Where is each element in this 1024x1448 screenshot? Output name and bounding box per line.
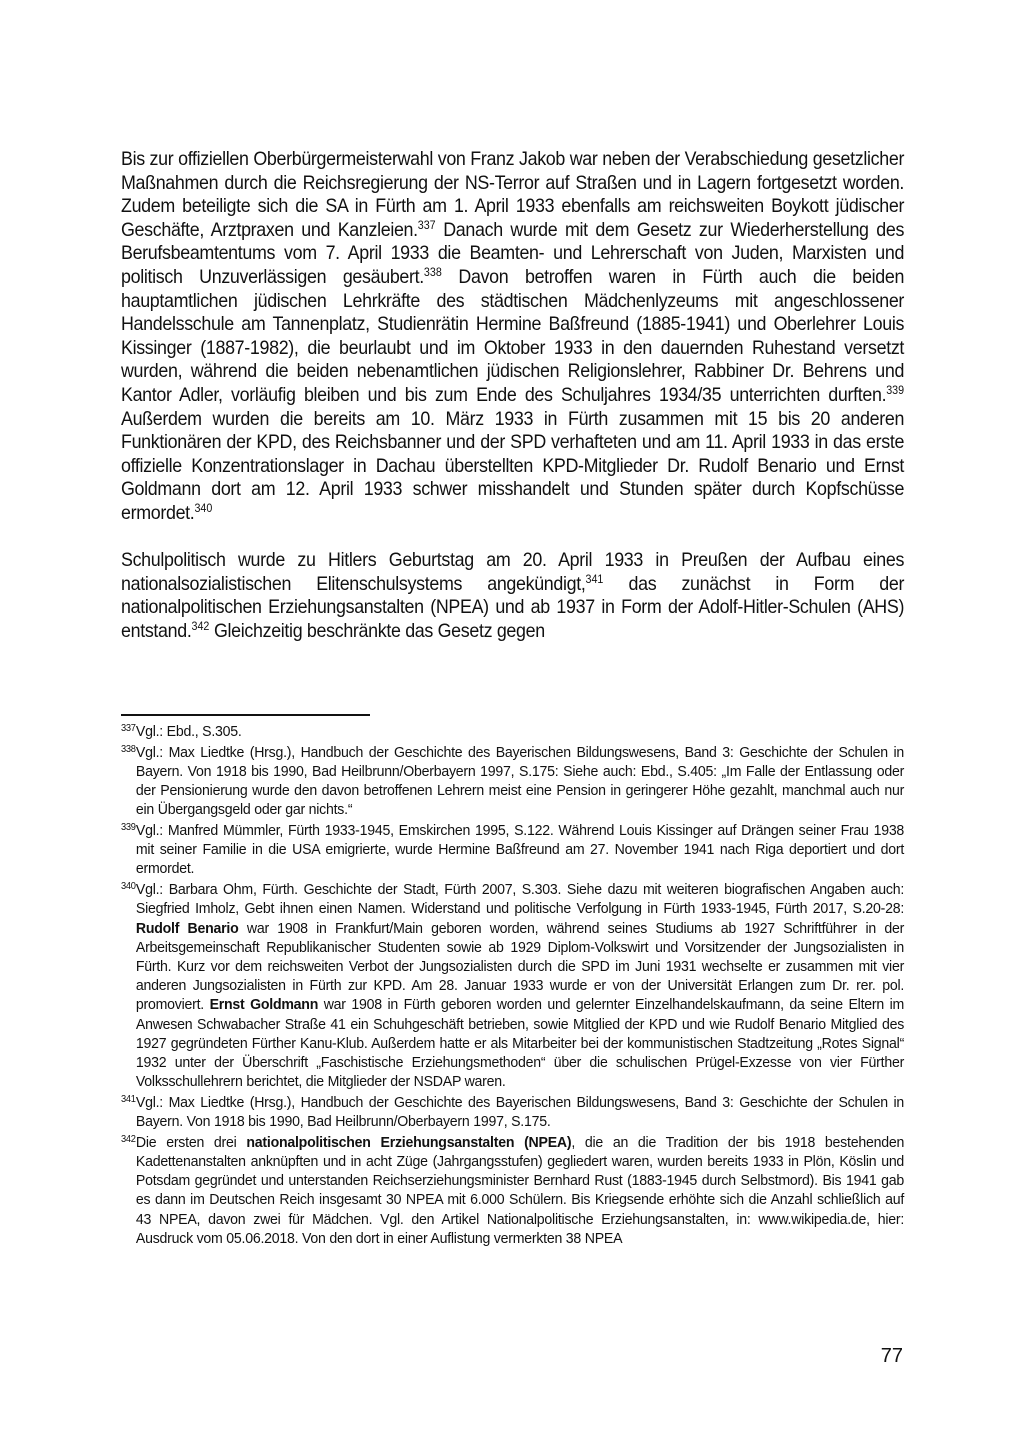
footnote — [121, 880, 904, 1091]
bold-name: nationalpolitischen Erziehungsanstalten (NPEA) — [246, 1133, 572, 1151]
footnote-number: 338 — [121, 743, 136, 755]
text-run: Vgl.: Manfred Mümmler, Fürth 1933-1945, Emskirchen 1995, S.122. Während Louis Kissinger auf Drängen seiner Frau 1938 mit seiner Familie in die USA emigrierte, wurde Hermine Baßfreund am 27. November 1941 nach Riga deportiert und dort ermordet. — [135, 822, 905, 878]
footnote-text — [136, 723, 242, 740]
footnote — [121, 722, 904, 741]
footnote — [121, 1133, 904, 1248]
text-run: Bis zur offiziellen Oberbürgermeisterwahl von Franz Jakob war neben der Verabschiedung gesetzlicher Maßnahmen durch die Reichsregierung der NS-Terror auf Straßen und in Lagern fortgesetzt worden. Zudem beteiligte sich die SA in Fürth am 1. April 1933 ebenfalls am reichsweiten Boykott jüdischer Geschäfte, Arztpraxen und Kanzleien. — [121, 149, 905, 241]
footnote-reference[interactable]: 341 — [585, 573, 604, 586]
footnote — [121, 743, 904, 820]
text-run: Außerdem wurden die bereits am 10. März 1933 in Fürth zusammen mit 15 bis 20 anderen Funktionären der KPD, des Reichsbanner und der SPD verhafteten und am 11. April 1933 in das erste offizielle Konzentrationslager in Dachau überstellten KPD-Mitglieder Dr. Rudolf Benario und Ernst Goldmann dort am 12. April 1933 schwer misshandelt und Stunden später durch Kopfschüsse ermordet. — [121, 408, 905, 524]
text-run: Gleichzeitig beschränkte das Gesetz gegen — [209, 620, 545, 642]
text-run: Danach wurde mit dem Gesetz zur Wiederherstellung des Berufsbeamtentums vom 7. April 1933 die Beamten- und Lehrerschaft von Juden, Marxisten und politisch Unzuverlässigen gesäubert. — [121, 219, 905, 288]
text-run: war 1908 in Fürth geboren worden und gelernter Einzelhandelskaufmann, da seine Eltern im Anwesen Schwabacher Straße 41 ein Schuhgeschäft betrieben, sowie Mitglied der KPD und wie Rudolf Benario Mitglied des 1927 gegründeten Fürther Kanu-Klub. Außerdem hatte er als Mitarbeiter bei der kommunistischen Stadtzeitung „Rotes Signal“ 1932 unter der Überschrift „Faschistische Erziehungsmethoden“ über die schulischen Prügel-Exzesse von vier Fürther Volksschullehrern berichtet, die Mitglieder der NSDAP waren. — [135, 996, 905, 1091]
footnote — [121, 1093, 904, 1131]
text-run: Davon betroffen waren in Fürth auch die beiden hauptamtlichen jüdischen Lehrkräfte des städtischen Mädchenlyzeums mit angeschlossener Handelsschule am Tannenplatz, Studienrätin Hermine Baßfreund (1885-1941) und Oberlehrer Louis Kissinger (1887-1982), die beurlaubt und im Oktober 1933 in den dauernden Ruhestand versetzt wurden, während die beiden nebenamtlichen jüdischen Religionslehrer, Rabbiner Dr. Behrens und Kantor Adler, vorläufig bleiben und bis zum Ende des Schuljahres 1934/35 unterrichten durften. — [121, 266, 905, 406]
footnote-reference[interactable]: 342 — [191, 620, 210, 633]
footnote-number: 337 — [121, 723, 136, 734]
text-run: Schulpolitisch wurde zu Hitlers Geburtstag am 20. April 1933 in Preußen der Aufbau eines nationalsozialistischen Elitenschulsystems angekündigt, — [121, 550, 905, 595]
footnote-separator — [121, 714, 370, 716]
text-run: Vgl.: Ebd., S.305. — [135, 723, 242, 740]
paragraph — [121, 549, 904, 643]
footnote-number: 339 — [121, 822, 136, 834]
text-run: , die an die Tradition der bis 1918 bestehenden Kadettenanstalten anknüpften und in acht Züge (Jahrgangsstufen) gegliedert waren, wurden bereits 1933 in Plön, Köslin und Potsdam gegründet und unterstanden Reichserziehungsminister Bernhard Rust (1883-1945 durch Selbstmord). Bis 1941 gab es dann im Deutschen Reich insgesamt 30 NPEA mit 6.000 Schülern. Bis Kriegsende erhöhte sich die Anzahl schließlich auf 43 NPEA, davon zwei für Mädchen. Vgl. den Artikel Nationalpolitische Erziehungsanstalten, in: www.wikipedia.de, hier: Ausdruck vom 05.06.2018. Von den dort in einer Auflistung vermerkten 38 NPEA — [135, 1133, 905, 1247]
footnote — [121, 821, 904, 879]
footnote-text — [136, 1134, 904, 1247]
footnote-text — [136, 744, 904, 819]
text-run: Vgl.: Max Liedtke (Hrsg.), Handbuch der Geschichte des Bayerischen Bildungswesens, Band 3: Geschichte der Schulen in Bayern. Von 1918 bis 1990, Bad Heilbrunn/Oberbayern 1997, S.175: Siehe auch: Ebd., S.405: „Im Falle der Entlassung oder der Pensionierung wurde den davon betroffenen Lehrern meist eine Pension in geringerer Höhe gezahlt, manchmal auch nur ein Übergangsgeld oder gar nichts.“ — [135, 743, 905, 819]
text-run: war 1908 in Frankfurt/Main geboren worden, während seines Studiums ab 1927 Schriftführer in der Arbeitsgemeinschaft Republikanischer Studenten sowie ab 1929 Diplom-Volkswirt und Vorsitzender der Jungsozialisten in Fürth. Kurz vor dem reichsweiten Verbot der Jungsozialisten durch die SPD im Juni 1931 wechselte er zusammen mit vier anderen Jungsozialisten in Fürth zur KPD. Am 28. Januar 1933 wurde er von der Universität Erlangen zum Dr. rer. pol. promoviert. — [135, 919, 905, 1014]
footnote-reference[interactable]: 338 — [423, 266, 442, 279]
footnotes — [121, 722, 904, 1249]
text-run: das zunächst in Form der nationalpolitischen Erziehungsanstalten (NPEA) und ab 1937 in Form der Adolf-Hitler-Schulen (AHS) entstand. — [121, 573, 905, 642]
footnote-reference[interactable]: 340 — [194, 502, 213, 515]
footnote-reference[interactable]: 339 — [886, 384, 905, 397]
text-run: Die ersten drei — [135, 1133, 247, 1151]
body-text — [121, 148, 904, 643]
paragraph — [121, 148, 904, 526]
footnote-text — [136, 822, 904, 877]
footnote-text — [136, 1094, 904, 1130]
page-number: 77 — [880, 1345, 903, 1367]
text-run: Vgl.: Barbara Ohm, Fürth. Geschichte der Stadt, Fürth 2007, S.303. Siehe dazu mit weiteren biografischen Angaben auch: Siegfried Imholz, Gebt ihnen einen Namen. Widerstand und politische Verfolgung in Fürth 1933-1945, Fürth 2017, S.20-28: — [135, 881, 905, 918]
footnote-reference[interactable]: 337 — [417, 219, 436, 232]
footnote-number: 341 — [121, 1093, 136, 1105]
bold-name: Rudolf Benario — [135, 919, 239, 937]
text-run: Vgl.: Max Liedtke (Hrsg.), Handbuch der Geschichte des Bayerischen Bildungswesens, Band 3: Geschichte der Schulen in Bayern. Von 1918 bis 1990, Bad Heilbrunn/Oberbayern 1997, S.175. — [135, 1093, 905, 1131]
footnote-number: 340 — [121, 881, 136, 893]
footnote-number: 342 — [121, 1133, 136, 1145]
footnote-text — [136, 881, 904, 1090]
bold-name: Ernst Goldmann — [209, 996, 319, 1014]
